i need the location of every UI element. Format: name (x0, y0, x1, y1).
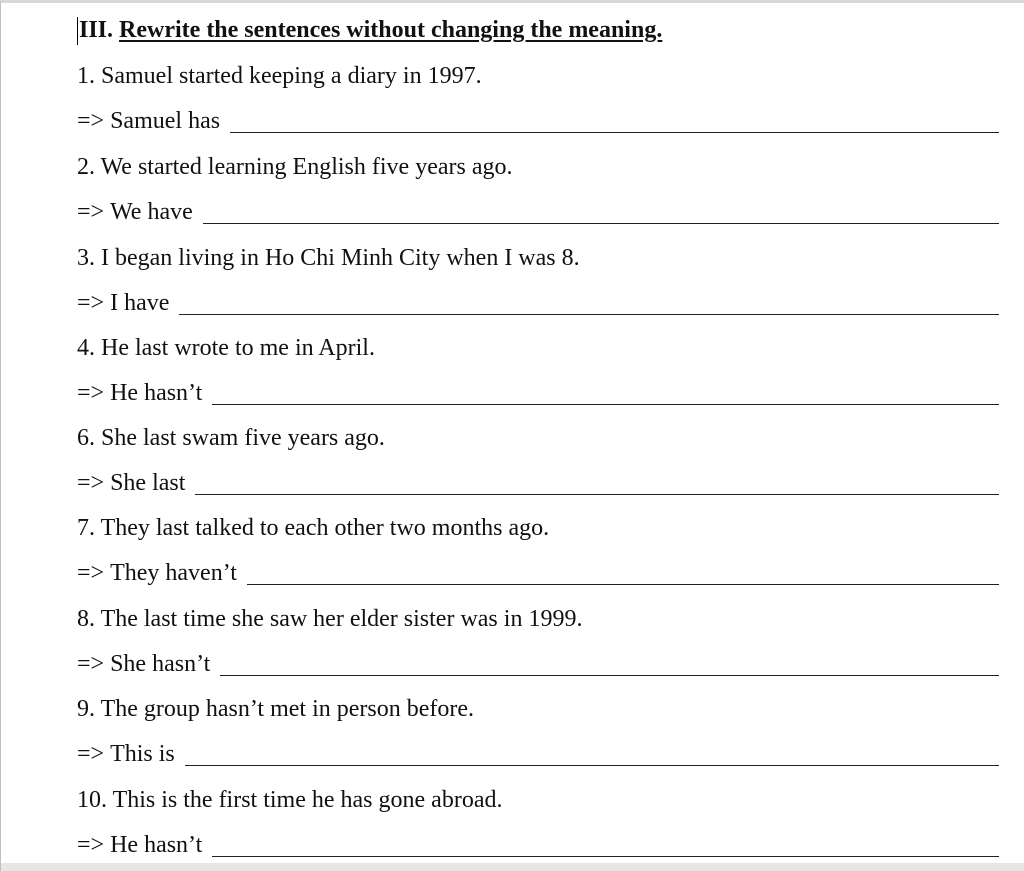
answer-blank[interactable] (220, 674, 999, 676)
question-text: 6. She last swam five years ago. (77, 425, 385, 451)
question-text: 9. The group hasn’t met in person before. (77, 696, 475, 722)
arrow-symbol: => (77, 560, 105, 586)
question-text: 10. This is the first time he has gone abroad. (77, 787, 503, 813)
text-cursor (77, 17, 78, 45)
answer-line (77, 108, 999, 135)
heading-text: Rewrite the sentences without changing the meaning. (119, 17, 663, 43)
exercise-item-9 (77, 696, 1002, 787)
answer-line (77, 560, 999, 587)
answer-prompt: This is (110, 741, 175, 767)
arrow-symbol: => (77, 651, 105, 677)
answer-prompt: She hasn’t (110, 651, 211, 677)
answer-line (77, 651, 999, 678)
answer-prompt: I have (110, 290, 170, 316)
arrow-symbol: => (77, 108, 105, 134)
answer-line (77, 832, 999, 859)
answer-line (77, 199, 999, 226)
exercise-heading (79, 17, 662, 44)
exercise-item-4 (77, 335, 1002, 426)
answer-prompt: He hasn’t (110, 380, 203, 406)
answer-line (77, 470, 999, 497)
answer-blank[interactable] (230, 131, 999, 133)
answer-prompt: They haven’t (110, 560, 237, 586)
answer-line (77, 380, 999, 407)
answer-prompt: We have (110, 199, 193, 225)
exercise-item-2 (77, 154, 1002, 245)
answer-blank[interactable] (185, 764, 999, 766)
question-text: 3. I began living in Ho Chi Minh City when I was 8. (77, 245, 580, 271)
heading-number: III. (79, 17, 114, 43)
exercise-item-7 (77, 515, 1002, 606)
arrow-symbol: => (77, 470, 105, 496)
answer-blank[interactable] (212, 403, 999, 405)
exercise-item-6 (77, 425, 1002, 516)
question-text: 2. We started learning English five years ago. (77, 154, 513, 180)
question-text: 1. Samuel started keeping a diary in 1997. (77, 63, 482, 89)
page-bottom-edge (1, 863, 1024, 871)
question-text: 8. The last time she saw her elder sister was in 1999. (77, 606, 583, 632)
answer-blank[interactable] (212, 855, 999, 857)
exercise-item-8 (77, 606, 1002, 697)
question-text: 7. They last talked to each other two months ago. (77, 515, 550, 541)
exercise-item-10 (77, 787, 1002, 871)
arrow-symbol: => (77, 380, 105, 406)
answer-blank[interactable] (247, 583, 999, 585)
arrow-symbol: => (77, 290, 105, 316)
arrow-symbol: => (77, 199, 105, 225)
question-text: 4. He last wrote to me in April. (77, 335, 375, 361)
exercise-item-1 (77, 63, 1002, 154)
answer-line (77, 741, 999, 768)
answer-blank[interactable] (179, 313, 999, 315)
answer-prompt: Samuel has (110, 108, 221, 134)
answer-prompt: He hasn’t (110, 832, 203, 858)
answer-blank[interactable] (203, 222, 999, 224)
arrow-symbol: => (77, 741, 105, 767)
answer-blank[interactable] (195, 493, 999, 495)
arrow-symbol: => (77, 832, 105, 858)
exercise-item-3 (77, 245, 1002, 336)
answer-line (77, 290, 999, 317)
answer-prompt: She last (110, 470, 186, 496)
